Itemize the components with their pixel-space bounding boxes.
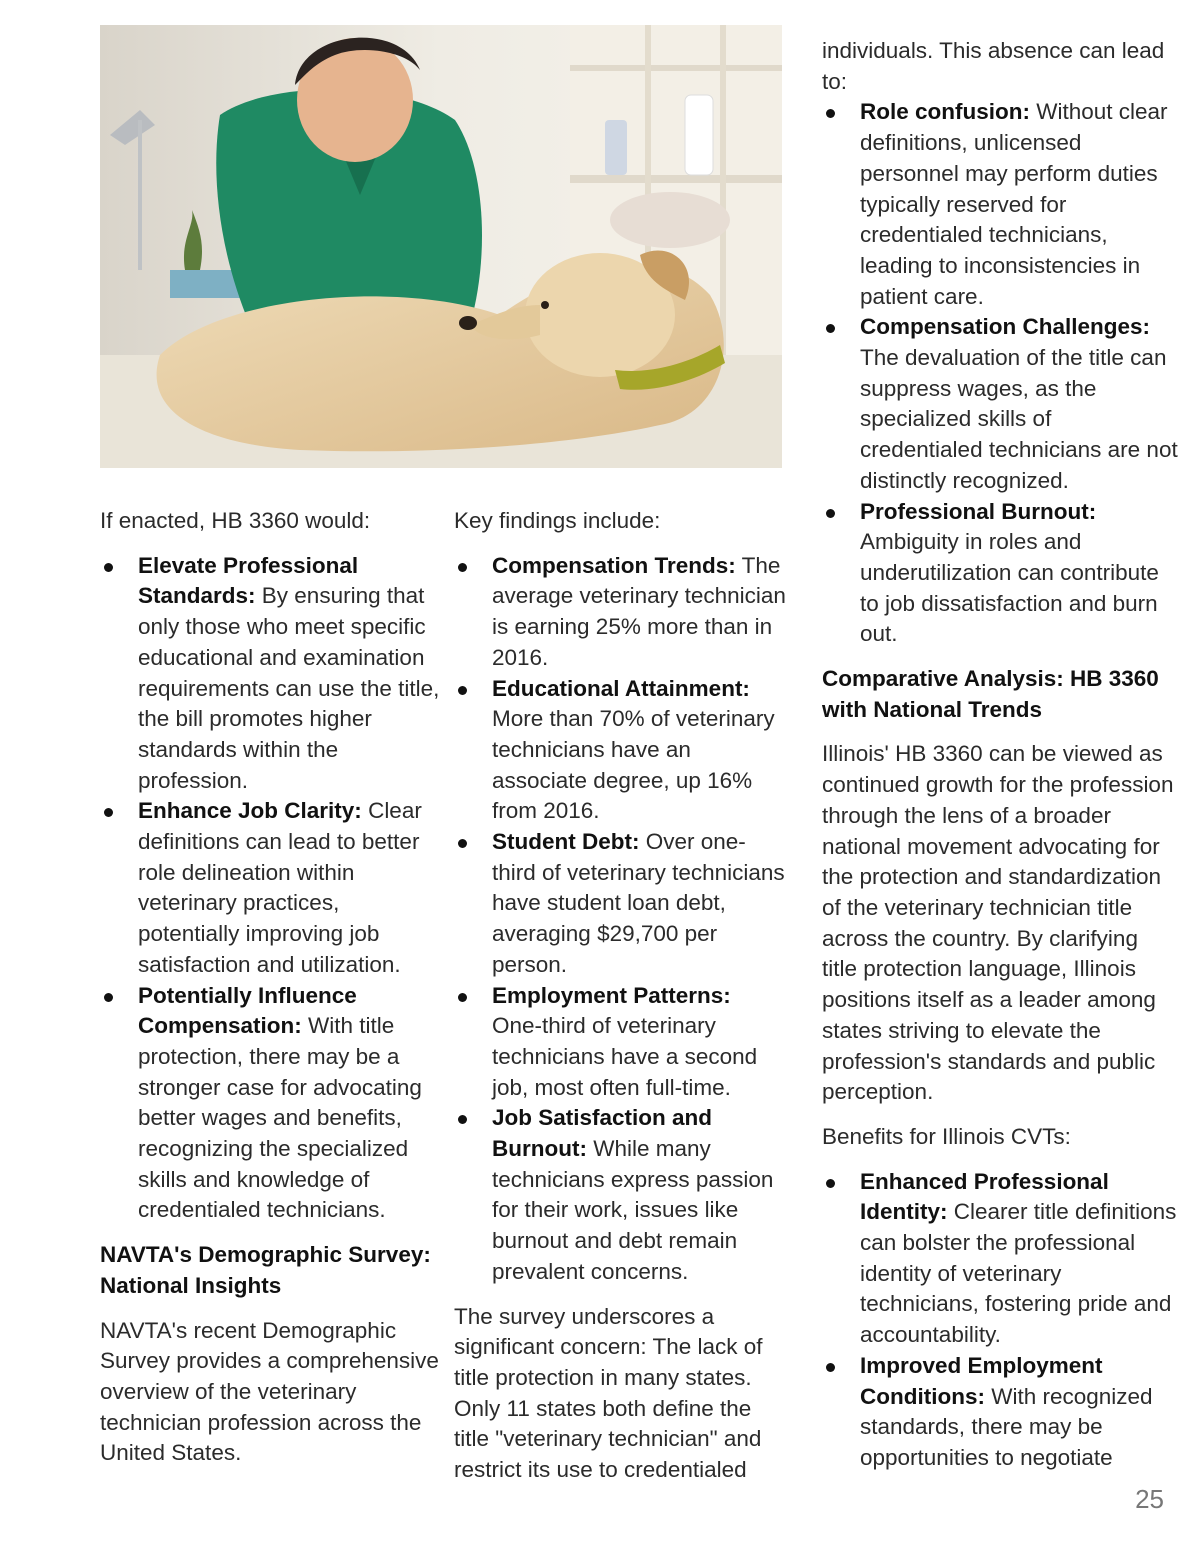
section-heading: Comparative Analysis: HB 3360 with National Trends [822,666,1159,722]
list-item: Potentially Influence Compensation: With title protection, there may be a stronger case for advocating better wages and benefits, recognizing the specialized skills and knowledge of credentialed technicians. [100,981,440,1227]
section-paragraph: Illinois' HB 3360 can be viewed as continued growth for the profession through the lens of a broader national movement advocating for the protection and standardization of the veterinary technician title across the country. By clarifying title protection language, Illinois positions itself as a leader among states striving to elevate the profession's standards and public perception. [822,741,1174,1105]
list-item: Educational Attainment: More than 70% of veterinary technicians have an associate degree, up 16% from 2016. [454,674,786,828]
column-middle [454,506,786,1486]
list-item: Role confusion: Without clear definitions, unlicensed personnel may perform duties typically reserved for credentialed technicians, leading to inconsistencies in patient care. [822,97,1178,312]
section-paragraph: The survey underscores a significant concern: The lack of title protection in many states. Only 11 states both define the title "veterinary technician" and restrict its use to credentialed [454,1303,763,1483]
intro-text: If enacted, HB 3360 would: [100,508,371,533]
list-item: Improved Employment Conditions: With recognized standards, there may be opportunities to negotiate [822,1351,1178,1474]
section-paragraph: NAVTA's recent Demographic Survey provides a comprehensive overview of the veterinary technician profession across the United States. [100,1317,439,1466]
section-heading: NAVTA's Demographic Survey: National Insights [100,1242,431,1298]
photo-illustration [100,25,782,468]
absence-consequences-list [822,97,1178,650]
continued-text: individuals. This absence can lead to: [822,38,1165,94]
list-item: Professional Burnout: Ambiguity in roles and underutilization can contribute to job dissatisfaction and burn out. [822,497,1178,651]
benefits-intro: Benefits for Illinois CVTs: [822,1123,1071,1149]
hb3360-effects-list [100,551,440,1226]
vet-tech-dog-photo [100,25,782,468]
list-item: Elevate Professional Standards: By ensuring that only those who meet specific educational and examination requirements can use the title, the bill promotes higher standards within the profession. [100,551,440,797]
page-number: 25 [1135,1484,1164,1514]
intro-text: Key findings include: [454,508,661,533]
column-left [100,506,440,1469]
list-item: Enhance Job Clarity: Clear definitions can lead to better role delineation within veterinary practices, potentially improving job satisfaction and utilization. [100,796,440,980]
list-item: Enhanced Professional Identity: Clearer title definitions can bolster the professional identity of veterinary technicians, fostering pride and accountability. [822,1167,1178,1351]
key-findings-list [454,551,786,1288]
list-item: Compensation Trends: The average veterinary technician is earning 25% more than in 2016. [454,551,786,674]
list-item: Employment Patterns: One-third of veterinary technicians have a second job, most often full-time. [454,981,786,1104]
benefits-list [822,1167,1178,1474]
column-right [822,36,1178,1474]
list-item: Job Satisfaction and Burnout: While many technicians express passion for their work, issues like burnout and debt remain prevalent concerns. [454,1103,786,1287]
list-item: Student Debt: Over one-third of veterinary technicians have student loan debt, averaging $29,700 per person. [454,827,786,981]
list-item: Compensation Challenges: The devaluation of the title can suppress wages, as the specialized skills of credentialed technicians are not distinctly recognized. [822,312,1178,496]
